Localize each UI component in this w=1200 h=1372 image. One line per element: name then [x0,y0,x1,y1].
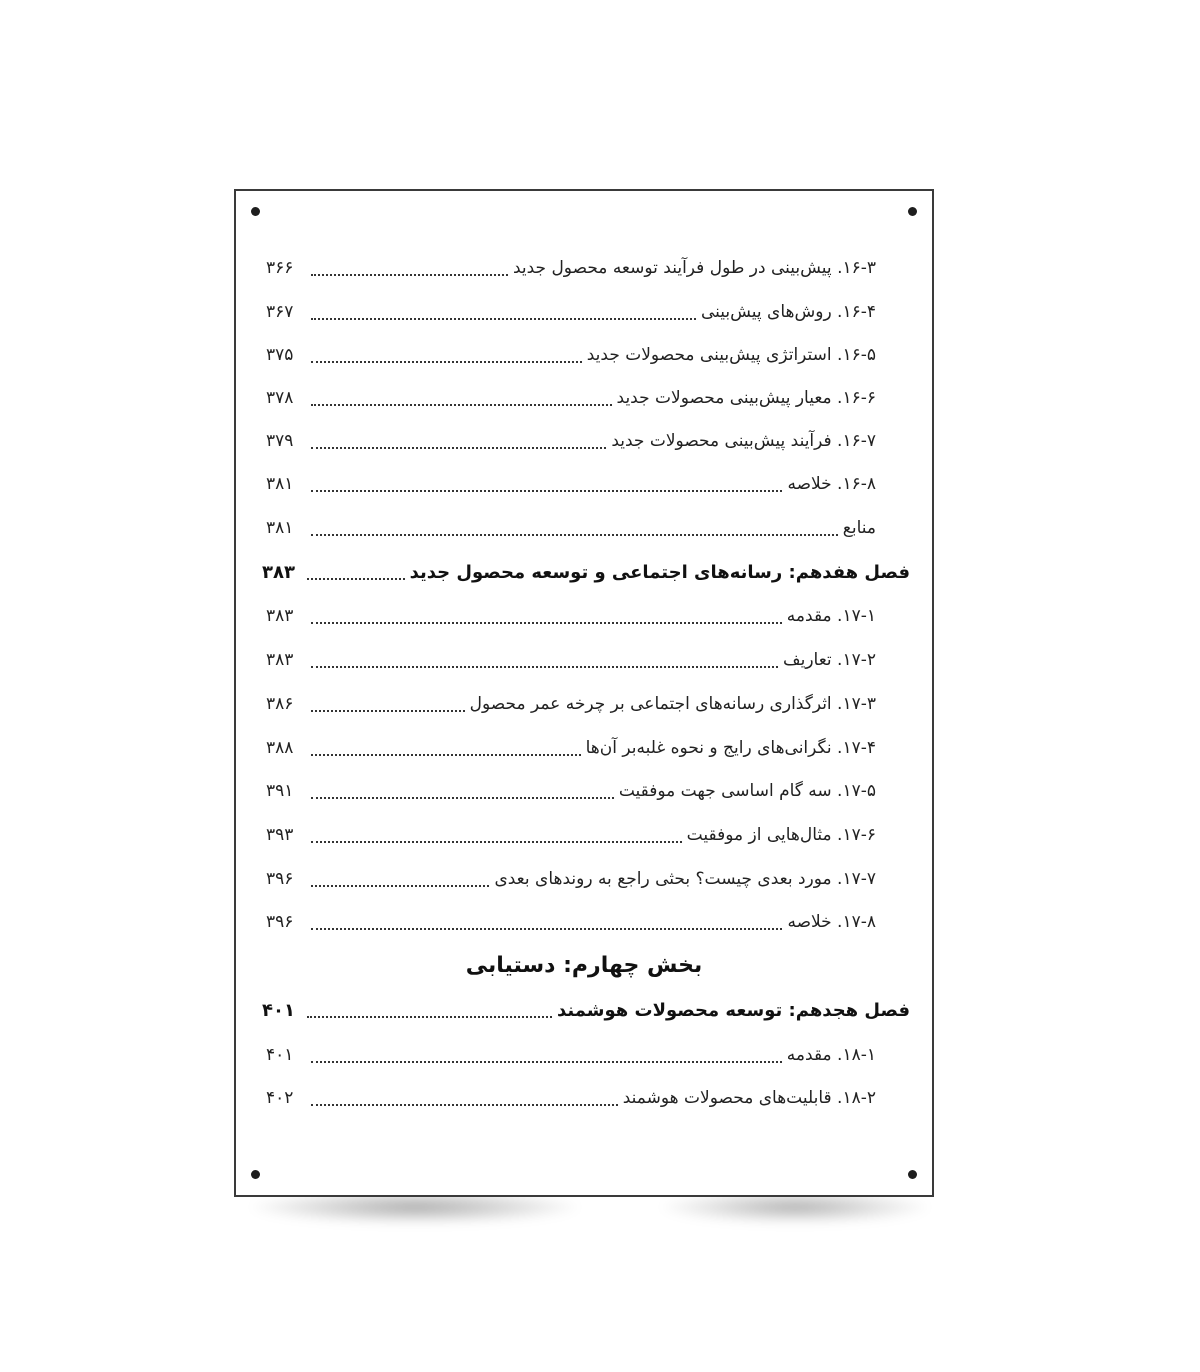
toc-entry-page: ۳۹۱ [266,781,294,801]
toc-entry[interactable] [266,820,876,850]
toc-entry[interactable] [266,776,876,806]
dot-leader [311,616,782,624]
toc-entry-page: ۳۷۹ [266,431,294,451]
toc-entry-label: ۱۷-۱. مقدمه [786,606,876,626]
toc-entry-label: ۱۶-۵. استراتژی پیش‌بینی محصولات جدید [586,345,876,365]
toc-entry-label: ۱۷-۷. مورد بعدی چیست؟ بحثی راجع به روندهای بعدی [494,869,876,889]
toc-entry-label: ۱۸-۲. قابلیت‌های محصولات هوشمند [622,1088,876,1108]
toc-chapter-page: ۴۰۱ [262,999,295,1021]
toc-chapter[interactable] [262,557,910,587]
toc-entry-page: ۳۹۶ [266,912,294,932]
toc-entry-label: ۱۷-۶. مثال‌هایی از موفقیت [686,825,876,845]
toc-entry[interactable] [266,733,876,763]
toc-entry-label: ۱۶-۸. خلاصه [787,474,876,494]
toc-chapter-page: ۳۸۳ [262,561,295,583]
toc-entry[interactable] [266,253,876,283]
toc-entry-page: ۳۸۳ [266,606,294,626]
toc-entry-page: ۳۸۳ [266,650,294,670]
dot-leader [311,268,508,276]
toc-chapter-label: فصل هفدهم: رسانه‌های اجتماعی و توسعه محصول جدید [409,561,910,583]
dot-leader [311,748,581,756]
dot-leader [311,922,782,930]
toc-entry[interactable] [266,297,876,327]
toc-entry-page: ۴۰۲ [266,1088,294,1108]
dot-leader [311,484,782,492]
toc-entry[interactable] [266,513,876,543]
toc-entry[interactable] [266,383,876,413]
section-title: بخش چهارم: دستیابی [465,953,703,978]
toc-entry-label: ۱۷-۲. تعاریف [783,650,876,670]
toc-entry-page: ۳۸۱ [266,518,294,538]
dot-leader [311,1098,618,1106]
dot-leader [311,441,606,449]
dot-leader [311,879,489,887]
toc-entry-page: ۳۸۱ [266,474,294,494]
dot-leader [307,1010,552,1018]
toc-entry-page: ۳۸۸ [266,738,294,758]
toc-entry[interactable] [266,426,876,456]
toc-entry-label: ۱۶-۶. معیار پیش‌بینی محصولات جدید [616,388,876,408]
toc-entry[interactable] [266,340,876,370]
dot-leader [311,398,612,406]
toc-entry-label: ۱۸-۱. مقدمه [786,1045,876,1065]
toc-entry[interactable] [266,645,876,675]
toc-entry-page: ۳۸۶ [266,694,294,714]
dot-leader [311,312,696,320]
dot-leader [311,791,614,799]
toc-entry-page: ۴۰۱ [266,1045,294,1065]
toc-entry-label: ۱۷-۵. سه گام اساسی جهت موفقیت [618,781,876,801]
toc-entry-label: منابع [842,518,876,538]
toc-entry-page: ۳۶۷ [266,302,294,322]
table-of-contents [236,191,932,1195]
toc-entry-label: ۱۷-۳. اثرگذاری رسانه‌های اجتماعی بر چرخه عمر محصول [469,694,876,714]
dot-leader [311,528,838,536]
toc-entry[interactable] [266,601,876,631]
dot-leader [311,355,582,363]
toc-chapter[interactable] [262,995,910,1025]
toc-entry-label: ۱۶-۳. پیش‌بینی در طول فرآیند توسعه محصول جدید [512,258,876,278]
toc-entry-label: ۱۶-۴. روش‌های پیش‌بینی [700,302,876,322]
toc-entry[interactable] [266,864,876,894]
toc-entry[interactable] [266,469,876,499]
toc-entry[interactable] [266,689,876,719]
toc-entry[interactable] [266,907,876,937]
toc-entry-page: ۳۷۵ [266,345,294,365]
toc-entry-page: ۳۶۶ [266,258,294,278]
dot-leader [311,704,465,712]
toc-entry-label: ۱۷-۸. خلاصه [787,912,876,932]
dot-leader [311,1055,782,1063]
toc-entry[interactable] [266,1040,876,1070]
dot-leader [307,572,405,580]
toc-entry-page: ۳۷۸ [266,388,294,408]
dot-leader [311,660,778,668]
toc-page [234,189,934,1197]
toc-chapter-label: فصل هجدهم: توسعه محصولات هوشمند [556,999,910,1021]
dot-leader [311,835,682,843]
toc-entry-page: ۳۹۶ [266,869,294,889]
toc-entry-label: ۱۶-۷. فرآیند پیش‌بینی محصولات جدید [611,431,876,451]
toc-entry-label: ۱۷-۴. نگرانی‌های رایج و نحوه غلبه‌بر آن‌ها [585,738,876,758]
toc-entry-page: ۳۹۳ [266,825,294,845]
toc-entry[interactable] [266,1083,876,1113]
